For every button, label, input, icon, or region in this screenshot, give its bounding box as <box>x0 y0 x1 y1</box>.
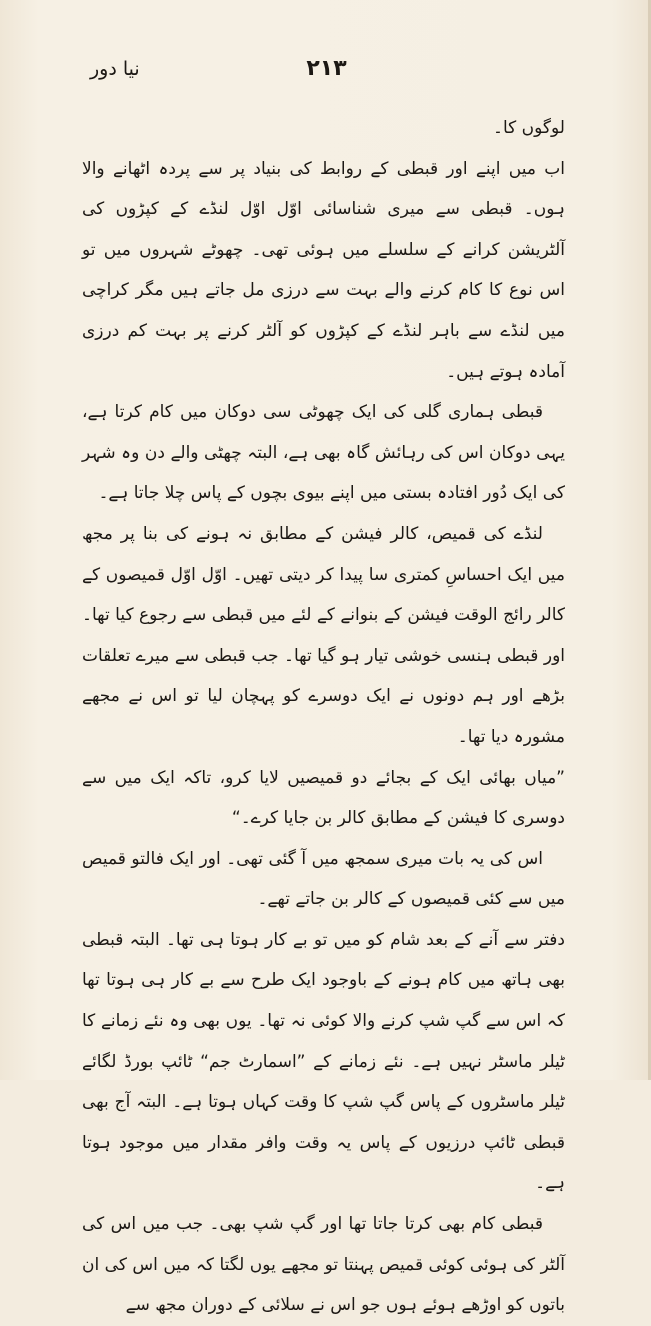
paragraph: دفتر سے آنے کے بعد شام کو میں تو بے کار ہوتا ہی تھا۔ البتہ قبطی بھی ہاتھ میں کام ہونے کے باوجود ایک طرح سے بے کار ہی ہوتا تھا کہ اس سے گپ شپ کرنے والا کوئی نہ تھا۔ یوں بھی وہ نئے زمانے کا ٹیلر ماسٹر نہیں ہے۔ نئے زمانے کے ”اسمارٹ جم“ ٹائپ بورڈ لگائے ٹیلر ماسٹروں کے پاس گپ شپ کا وقت کہاں ہوتا ہے۔ البتہ آج بھی قبطی ٹائپ درزیوں کے پاس یہ وقت وافر مقدار میں موجود ہوتا ہے۔ <box>82 929 565 1194</box>
paragraph: لوگوں کا۔ <box>493 118 565 138</box>
paragraph: اس کی یہ بات میری سمجھ میں آ گئی تھی۔ اور ایک فالتو قمیص میں سے کئی قمیصوں کے کالر بن جاتے تھے۔ <box>82 848 565 910</box>
paragraph: لنڈے کی قمیص، کالر فیشن کے مطابق نہ ہونے کی بنا پر مجھ میں ایک احساسِ کمتری سا پیدا کر دیتی تھیں۔ اوّل اوّل قمیصوں کے کالر رائج الوقت فیشن کے بنوانے کے لئے میں قبطی سے رجوع کیا تھا۔ اور قبطی ہنسی خوشی تیار ہو گیا تھا۔ جب قبطی سے میرے تعلقات بڑھے اور ہم دونوں نے ایک دوسرے کو پہچان لیا تو اس نے مجھے مشورہ دیا تھا۔ <box>82 523 565 747</box>
body-text <box>82 108 565 1326</box>
page-number: ۲۱۳ <box>306 56 347 81</box>
page-header <box>90 56 563 88</box>
paragraph: اب میں اپنے اور قبطی کے روابط کی بنیاد پر سے پردہ اٹھانے والا ہوں۔ قبطی سے میری شناسائی اوّل اوّل لنڈے کے کپڑوں کی آلٹریشن کرانے کے سلسلے میں ہوئی تھی۔ چھوٹے شہروں میں تو اس نوع کا کام کرنے والے بہت سے درزی مل جاتے ہیں مگر کراچی میں لنڈے سے باہر لنڈے کے کپڑوں کو آلٹر کرنے پر بہت کم درزی آمادہ ہوتے ہیں۔ <box>82 158 565 382</box>
quoted-paragraph: ”میاں بھائی ایک کے بجائے دو قمیصیں لایا کرو، تاکہ ایک میں سے دوسری کا فیشن کے مطابق کالر بن جایا کرے۔“ <box>82 767 565 829</box>
running-title: نیا دور <box>90 58 140 80</box>
paragraph: قبطی ہماری گلی کی ایک چھوٹی سی دوکان میں کام کرتا ہے، یہی دوکان اس کی رہائش گاہ بھی ہے، البتہ چھٹی والے دن وہ شہر کی ایک دُور افتادہ بستی میں اپنے بیوی بچوں کے پاس چلا جاتا ہے۔ <box>82 402 565 504</box>
paragraph: قبطی کام بھی کرتا جاتا تھا اور گپ شپ بھی۔ جب میں اس کی آلٹر کی ہوئی کوئی قمیص پہنتا تو مجھے یوں لگتا کہ میں اس کی ان باتوں کو اوڑھے ہوئے ہوں جو اس نے سلائی کے دوران مجھ سے <box>82 1214 565 1316</box>
